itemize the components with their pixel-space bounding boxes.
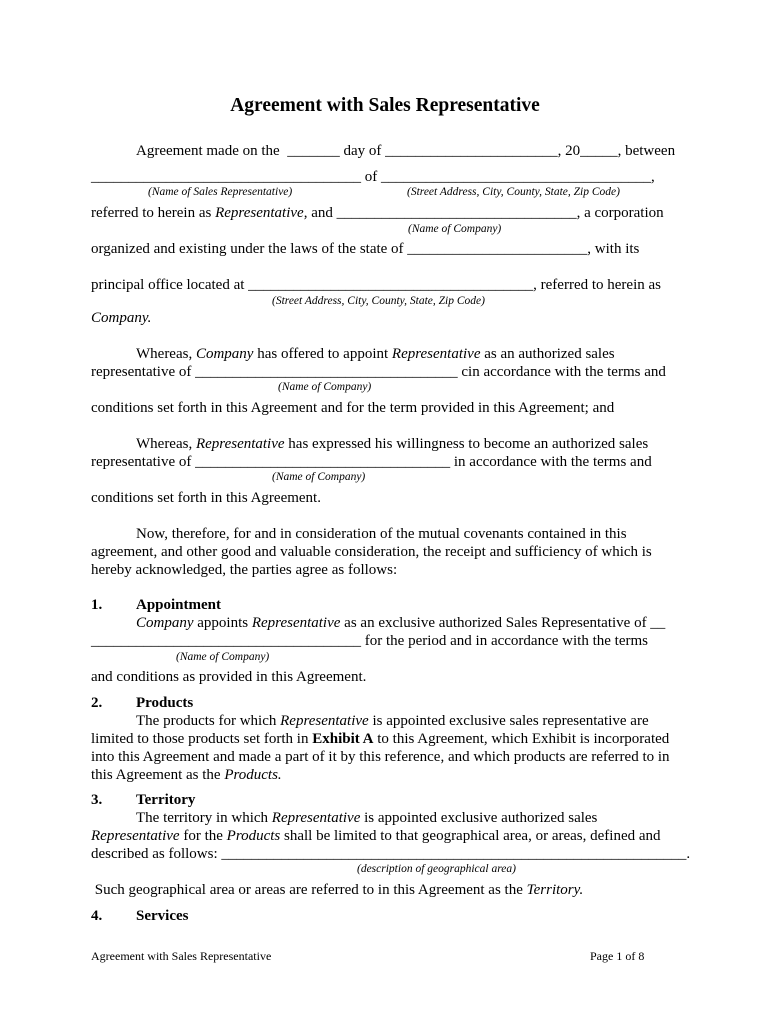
exhibit-a-reference: Exhibit A [312, 731, 374, 747]
section-3-a: The territory in which [136, 810, 272, 826]
caption-geographical-area: (description of geographical area) [357, 863, 516, 875]
section-1-b: appoints [193, 615, 252, 631]
section-1-d: as an exclusive authorized Sales Representative of __ [340, 615, 666, 631]
section-2-e: to this Agreement, which Exhibit is incorporated [373, 731, 670, 747]
document-title: Agreement with Sales Representative [230, 95, 540, 116]
section-4-number: 4. [91, 908, 103, 924]
section-1-a: Company [136, 615, 194, 631]
section-1-line-2: ____________________________________ for the period and in accordance with the terms [91, 633, 648, 649]
whereas-1-line-3: conditions set forth in this Agreement and for the term provided in this Agreement; and [91, 400, 615, 416]
section-2-line-4 [91, 766, 282, 784]
now-therefore-line-3: hereby acknowledged, the parties agree as follows: [91, 562, 398, 578]
intro-line-2 [91, 168, 655, 186]
whereas-2-a: Whereas, [136, 436, 196, 452]
section-2-line-2 [91, 730, 669, 748]
section-2-g: Products. [224, 767, 282, 783]
section-4-heading: Services [136, 908, 189, 924]
section-2-line-3: into this Agreement and made a part of it by this reference, and which products are referred to in [91, 749, 670, 765]
whereas-1-d: Representative [391, 346, 481, 362]
intro-line-3 [91, 204, 664, 222]
section-3-b: Representative [271, 810, 361, 826]
section-3-c: is appointed exclusive authorized sales [360, 810, 598, 826]
section-1-c: Representative [251, 615, 341, 631]
now-therefore-line-2: agreement, and other good and valuable consideration, the receipt and sufficiency of which is [91, 544, 652, 560]
whereas-1-c: has offered to appoint [253, 346, 392, 362]
rep-name-blank: ____________________________________ [91, 169, 361, 185]
whereas-2-b: Representative [195, 436, 285, 452]
section-3-h: Such geographical area or areas are referred to in this Agreement as the [91, 882, 527, 898]
intro-line-3-c: , and ________________________________, a corporation [303, 205, 664, 221]
caption-company-address: (Street Address, City, County, State, Zip Code) [272, 295, 485, 307]
section-3-g: shall be limited to that geographical area, or areas, defined and [280, 828, 661, 844]
intro-line-1: Agreement made on the _______ day of _______________________, 20_____, between [136, 143, 676, 159]
whereas-1-e: as an authorized sales [480, 346, 615, 362]
whereas-2-line-3: conditions set forth in this Agreement. [91, 490, 321, 506]
now-therefore-line-1: Now, therefore, for and in consideration of the mutual covenants contained in this [136, 526, 627, 542]
caption-company-name-1: (Name of Company) [408, 223, 502, 235]
whereas-2-line-1 [136, 435, 648, 453]
footer-page-number: Page 1 of 8 [590, 949, 645, 963]
whereas-1-line-2: representative of ___________________________________ cin accordance with the terms and [91, 364, 666, 380]
section-3-number: 3. [91, 792, 103, 808]
whereas-1-a: Whereas, [136, 346, 196, 362]
section-3-line-1 [136, 809, 597, 827]
section-3-i: Territory. [526, 882, 584, 898]
section-1-number: 1. [91, 597, 103, 613]
of-text: of [361, 169, 381, 185]
caption-rep-name: (Name of Sales Representative) [148, 186, 293, 198]
caption-company-name-4: (Name of Company) [176, 651, 270, 663]
section-2-f: this Agreement as the [91, 767, 225, 783]
whereas-2-c: has expressed his willingness to become an authorized sales [284, 436, 649, 452]
caption-rep-address: (Street Address, City, County, State, Zip Code) [407, 186, 620, 198]
intro-line-6: Company. [91, 310, 152, 326]
intro-line-5: principal office located at ______________________________________, referred to herein as [91, 277, 661, 293]
section-2-b: Representative [280, 713, 369, 729]
intro-line-4: organized and existing under the laws of the state of ________________________, with its [91, 241, 640, 257]
section-3-line-4 [91, 881, 583, 899]
section-2-number: 2. [91, 695, 103, 711]
section-2-line-1 [136, 712, 649, 730]
section-2-d: limited to those products set forth in [91, 731, 313, 747]
whereas-1-b: Company [195, 346, 254, 362]
section-3-e: for the [179, 828, 227, 844]
section-3-line-2 [91, 827, 661, 845]
caption-company-name-2: (Name of Company) [278, 381, 372, 393]
rep-address-blank: ____________________________________, [381, 169, 655, 185]
whereas-2-line-2: representative of __________________________________ in accordance with the terms and [91, 454, 652, 470]
section-1-line-1 [136, 614, 665, 632]
section-3-heading: Territory [136, 792, 196, 808]
section-2-heading: Products [136, 695, 194, 711]
section-2-a: The products for which [136, 713, 281, 729]
section-1-heading: Appointment [136, 597, 222, 613]
section-3-d: Representative [91, 828, 180, 844]
footer-title: Agreement with Sales Representative [91, 949, 272, 963]
section-1-line-3: and conditions as provided in this Agreement. [91, 669, 367, 685]
intro-line-3-a: referred to herein as [91, 205, 216, 221]
section-3-f: Products [226, 828, 281, 844]
whereas-1-line-1 [136, 345, 615, 363]
section-2-c: is appointed exclusive sales representative are [368, 713, 649, 729]
caption-company-name-3: (Name of Company) [272, 471, 366, 483]
section-3-line-3: described as follows: ______________________________________________________________. [91, 846, 691, 862]
intro-line-3-b: Representative [215, 205, 304, 221]
